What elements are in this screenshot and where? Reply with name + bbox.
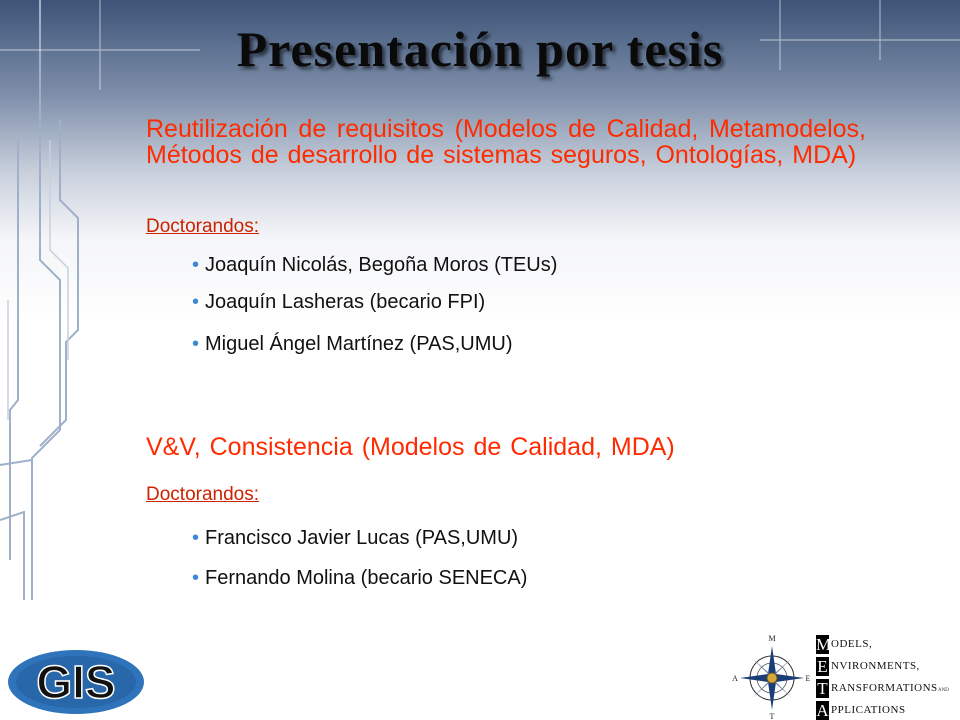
bullet-icon: • xyxy=(192,567,200,589)
meta-logo-letter: M xyxy=(816,634,832,654)
section-2-heading: V&V, Consistencia (Modelos de Calidad, MDA) xyxy=(146,433,675,461)
meta-logo-word: ODELS, xyxy=(831,638,873,650)
page-title: Presentación por tesis xyxy=(236,21,724,77)
bullet-icon: • xyxy=(192,254,200,276)
meta-logo-word: NVIRONMENTS, xyxy=(831,660,920,672)
meta-logo-letter: T xyxy=(817,678,828,698)
section-2-student-item xyxy=(192,567,527,590)
section-1-doctorandos-label: Doctorandos: xyxy=(146,216,260,237)
section-2-student-item xyxy=(192,527,518,550)
compass-e-label: E xyxy=(805,674,811,683)
bullet-icon: • xyxy=(192,291,200,313)
meta-logo-row xyxy=(816,700,906,720)
section-2-doctorandos-label: Doctorandos: xyxy=(146,484,260,505)
student-name: Fernando Molina (becario SENECA) xyxy=(205,567,528,589)
meta-logo-row xyxy=(816,634,872,654)
compass-w-label: A xyxy=(732,674,738,683)
meta-logo-row xyxy=(816,678,938,698)
section-1-heading: Reutilización de requisitos (Modelos de Calidad, Metamodelos, Métodos de desarrollo de sistemas seguros, Ontologías, MDA) xyxy=(146,115,866,169)
compass-s-label: T xyxy=(769,712,775,720)
gis-logo xyxy=(6,648,146,716)
gis-logo-letters: GIS xyxy=(36,656,116,708)
section-1-student-item xyxy=(192,254,557,277)
meta-logo xyxy=(816,634,960,720)
meta-logo-letter: A xyxy=(816,700,829,720)
meta-logo-word: RANSFORMATIONS xyxy=(831,682,938,694)
student-name: Joaquín Nicolás, Begoña Moros (TEUs) xyxy=(205,254,558,276)
bullet-icon: • xyxy=(192,333,200,355)
bullet-icon: • xyxy=(192,527,200,549)
student-name: Joaquín Lasheras (becario FPI) xyxy=(205,291,486,313)
meta-logo-letter: E xyxy=(817,656,828,676)
section-1-student-item xyxy=(192,333,513,356)
compass-n-label: M xyxy=(768,634,776,643)
meta-logo-row xyxy=(816,656,920,676)
meta-logo-word: PPLICATIONS xyxy=(831,704,906,716)
student-name: Francisco Javier Lucas (PAS,UMU) xyxy=(205,527,519,549)
meta-logo-and: AND xyxy=(938,688,949,693)
section-1-student-item xyxy=(192,291,485,314)
student-name: Miguel Ángel Martínez (PAS,UMU) xyxy=(205,333,513,355)
compass-rose-icon xyxy=(730,632,814,720)
